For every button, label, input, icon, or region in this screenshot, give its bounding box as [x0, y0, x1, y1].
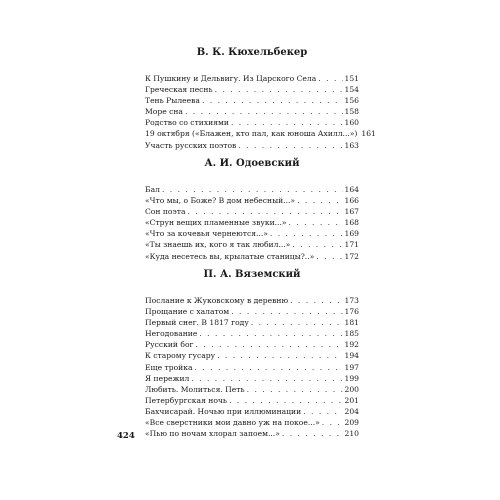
- entry-title: Сон поэта: [145, 207, 186, 217]
- dot-leader: [217, 350, 342, 361]
- entry-page-number: 201: [344, 395, 359, 405]
- toc-entry: [145, 350, 359, 361]
- entry-page-number: 163: [344, 140, 359, 150]
- entry-title: «Все сверстники мои давно уж на покое...»: [145, 418, 320, 428]
- toc-entry: [145, 84, 359, 95]
- dot-leader: [196, 339, 343, 350]
- dot-leader: [199, 328, 342, 339]
- entry-page-number: 168: [344, 218, 359, 228]
- entry-page-number: 158: [344, 107, 359, 117]
- entry-title: К Пушкину и Дельвигу. Из Царского Села: [145, 74, 317, 83]
- toc-entry: [145, 95, 359, 106]
- toc-entry: [145, 306, 359, 317]
- toc-entry: [145, 395, 359, 406]
- entry-page-number: 204: [344, 406, 359, 416]
- entry-title: Первый снег. В 1817 году: [145, 318, 249, 328]
- entry-title: Я пережил: [145, 373, 190, 383]
- dot-leader: [297, 195, 342, 206]
- toc-entry: [145, 317, 359, 328]
- toc-entry: [145, 384, 359, 395]
- dot-leader: [202, 95, 343, 106]
- section-vyazemsky: [145, 269, 359, 439]
- entry-page-number: 160: [344, 118, 359, 128]
- entry-page-number: 176: [344, 307, 359, 317]
- entry-page-number: 197: [344, 362, 359, 372]
- toc-entry: [145, 128, 376, 139]
- entry-title: «Струн вещих пламенные звуки...»: [145, 218, 287, 228]
- entry-title: Море сна: [145, 107, 183, 117]
- entry-page-number: 156: [344, 96, 359, 106]
- entry-title: К старому гусару: [145, 351, 216, 361]
- dot-leader: [292, 239, 342, 250]
- entry-title: Участь русских поэтов: [145, 140, 237, 150]
- toc-entry: [145, 251, 359, 262]
- entry-title: «Ты знаешь их, кого я так любил...»: [145, 240, 291, 250]
- entry-title: Петербургская ночь: [145, 395, 228, 405]
- dot-leader: [289, 217, 343, 228]
- entry-page-number: 181: [344, 318, 359, 328]
- dot-leader: [316, 251, 342, 262]
- entry-page-number: 154: [344, 85, 359, 95]
- entry-page-number: 171: [344, 240, 359, 250]
- entry-page-number: 166: [344, 196, 359, 206]
- toc-entry: [145, 206, 359, 217]
- entry-title: Бахчисарай. Ночью при иллюминации: [145, 406, 302, 416]
- entry-page-number: 210: [344, 429, 359, 439]
- toc-entry: [145, 328, 359, 339]
- entry-page-number: 192: [344, 340, 359, 350]
- toc-entry: [145, 362, 359, 373]
- section-kyukhelbeker: [145, 47, 376, 151]
- entry-title: «Что мы, о Боже? В дом небесный...»: [145, 196, 296, 206]
- toc-entry: [145, 428, 359, 439]
- section-odoevsky: [145, 158, 359, 262]
- dot-leader: [229, 395, 342, 406]
- toc-entry: [145, 295, 359, 306]
- toc-entry: [145, 73, 359, 84]
- entry-page-number: 151: [344, 74, 359, 83]
- section-author: А. И. Одоевский: [204, 158, 300, 169]
- entry-page-number: 161: [361, 129, 376, 139]
- dot-leader: [247, 384, 343, 395]
- dot-leader: [191, 373, 342, 384]
- page-number: 424: [117, 431, 135, 441]
- entry-page-number: 167: [344, 207, 359, 217]
- entry-title: «Что за кочевья чернеются...»: [145, 229, 268, 239]
- entry-page-number: 194: [344, 351, 359, 361]
- entry-title: Любить. Молиться. Петь: [145, 384, 245, 394]
- entry-title: Греческая песнь: [145, 85, 213, 95]
- toc-entry: [145, 140, 359, 151]
- entry-title: 19 октября («Блажен, кто пал, как юноша Ахилл...»): [145, 129, 358, 139]
- toc-entry: [145, 117, 359, 128]
- entry-title: «Пью по ночам хлорал запоем...»: [145, 429, 280, 439]
- entry-title: Русский бог: [145, 340, 194, 350]
- section-author: В. К. Кюхельбекер: [196, 47, 308, 58]
- dot-leader: [322, 417, 343, 428]
- entry-list: [145, 73, 376, 151]
- entry-title: Родство со стихиями: [145, 118, 229, 128]
- entry-title: Прощание с халатом: [145, 307, 230, 317]
- entry-page-number: 185: [344, 329, 359, 339]
- dot-leader: [162, 184, 343, 195]
- toc-entry: [145, 239, 359, 250]
- dot-leader: [290, 295, 342, 306]
- entry-page-number: 209: [344, 418, 359, 428]
- dot-leader: [251, 317, 343, 328]
- entry-page-number: 172: [344, 251, 359, 261]
- dot-leader: [231, 117, 343, 128]
- dot-leader: [187, 206, 342, 217]
- entry-title: «Куда несетесь вы, крылатые станицы?..»: [145, 251, 315, 261]
- entry-page-number: 173: [344, 296, 359, 305]
- dot-leader: [282, 428, 343, 439]
- section-author: П. А. Вяземский: [203, 269, 301, 280]
- entry-title: Еще тройка: [145, 362, 193, 372]
- toc-entry: [145, 184, 359, 195]
- entry-page-number: 200: [344, 384, 359, 394]
- dot-leader: [270, 228, 343, 239]
- entry-title: Послание к Жуковскому в деревню: [145, 296, 289, 305]
- entry-page-number: 164: [344, 185, 359, 194]
- dot-leader: [215, 84, 343, 95]
- toc-entry: [145, 373, 359, 384]
- dot-leader: [194, 362, 342, 373]
- dot-leader: [238, 140, 342, 151]
- entry-title: Негодование: [145, 329, 198, 339]
- toc-entry: [145, 406, 359, 417]
- toc-entry: [145, 228, 359, 239]
- entry-list: [145, 295, 359, 439]
- toc-entry: [145, 106, 359, 117]
- entry-page-number: 169: [344, 229, 359, 239]
- entry-list: [145, 184, 359, 262]
- dot-leader: [303, 406, 342, 417]
- toc-entry: [145, 339, 359, 350]
- dot-leader: [318, 73, 342, 84]
- entry-page-number: 199: [344, 373, 359, 383]
- entry-title: Тень Рылеева: [145, 96, 200, 106]
- toc-entry: [145, 195, 359, 206]
- entry-title: Бал: [145, 185, 160, 194]
- toc-entry: [145, 417, 359, 428]
- dot-leader: [185, 106, 343, 117]
- dot-leader: [231, 306, 342, 317]
- toc-entry: [145, 217, 359, 228]
